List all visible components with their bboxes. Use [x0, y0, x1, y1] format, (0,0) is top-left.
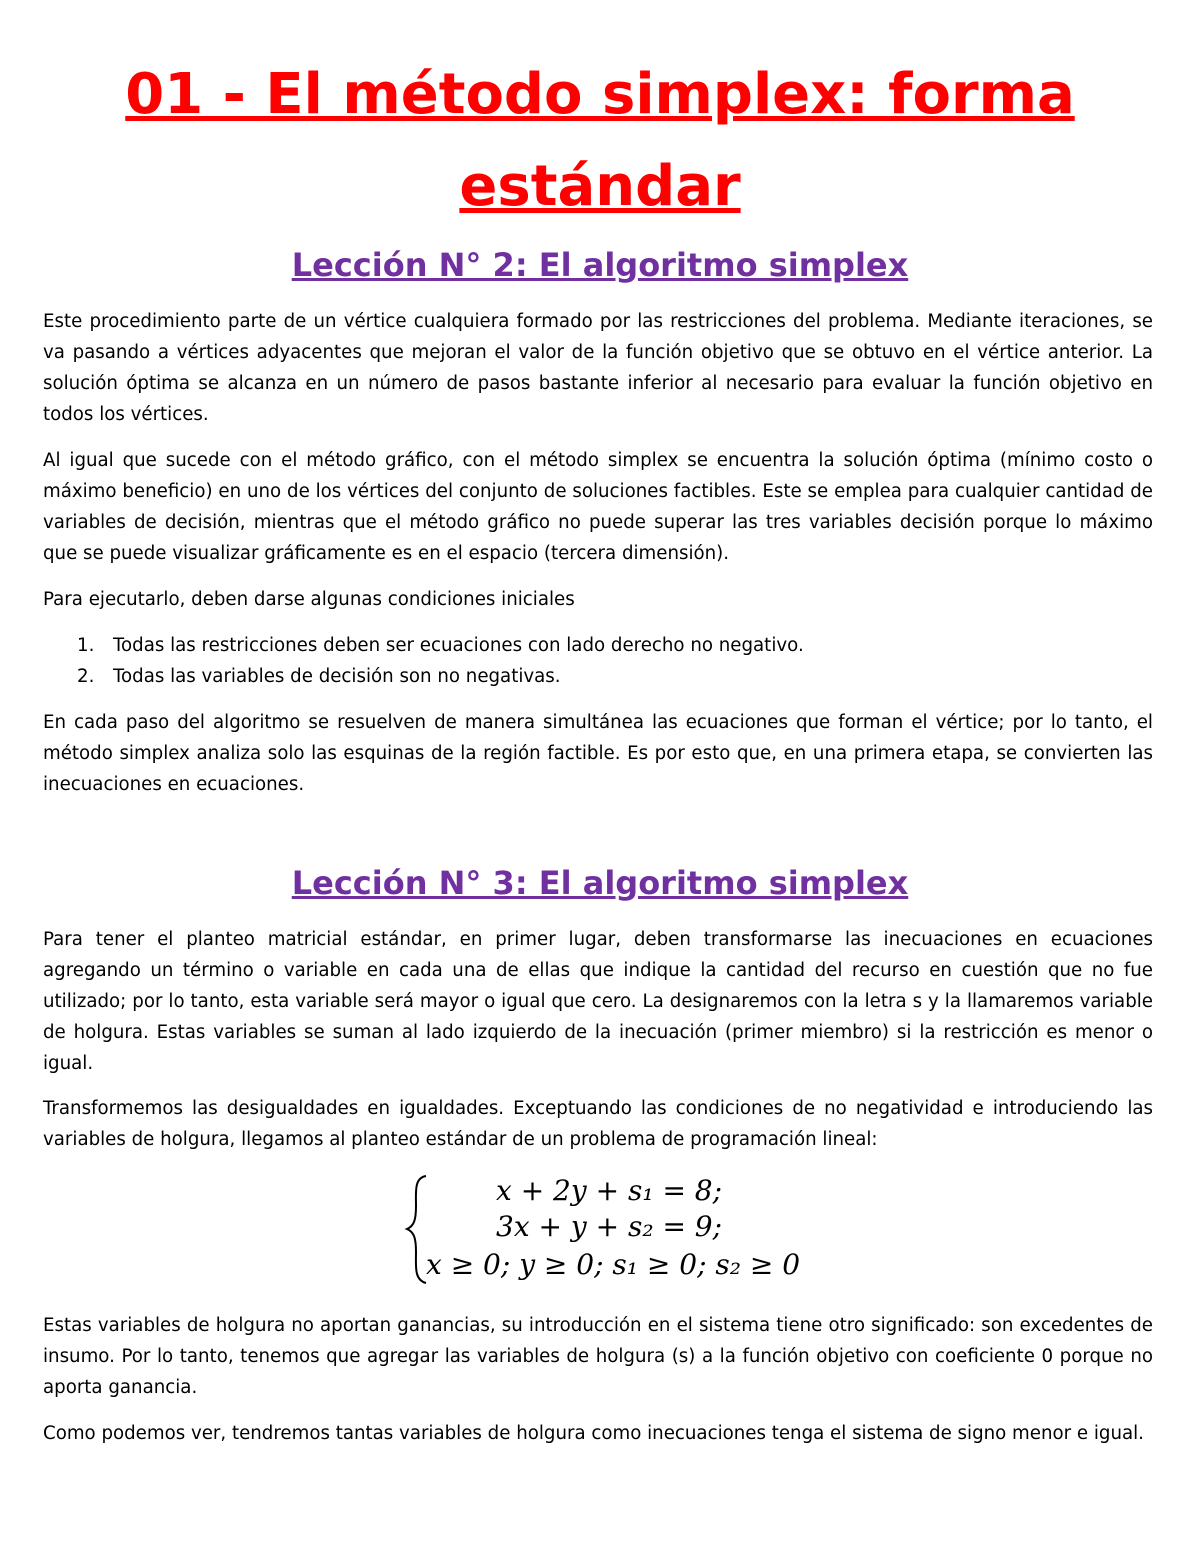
document-title-line-1: 01 - El método simplex: forma	[125, 62, 1075, 127]
list-item	[43, 661, 1153, 692]
lesson-3-paragraph-1: Para tener el planteo matricial estándar, en primer lugar, deben transformarse las inecuaciones en ecuaciones agregando un término o variable en cada una de ellas que indique la cantidad del recurso en cuestión que no fue utilizado; por lo tanto, esta variable será mayor o igual que cero. La designaremos con la letra s y la llamaremos variable de holgura. Estas variables se suman al lado izquierdo de la inecuación (primer miembro) si la restricción es menor o igual.	[43, 929, 1153, 1074]
equation-1: x + 2y + s₁ = 8;	[496, 1174, 723, 1207]
list-item-number: 1.	[77, 635, 95, 656]
list-item	[43, 630, 1153, 661]
lesson-3-paragraph-4: Como podemos ver, tendremos tantas variables de holgura como inecuaciones tenga el sistema de signo menor e igual.	[43, 1423, 1144, 1444]
lesson-2-paragraph-3: Para ejecutarlo, deben darse algunas condiciones iniciales	[43, 589, 575, 610]
lesson-2-paragraph-4: En cada paso del algoritmo se resuelven de manera simultánea las ecuaciones que forman el vértice; por lo tanto, el método simplex analiza solo las esquinas de la región factible. Es por esto que, en una primera etapa, se convierten las inecuaciones en ecuaciones.	[43, 712, 1153, 795]
initial-conditions-list	[43, 630, 1153, 692]
list-item-text: Todas las variables de decisión son no negativas.	[113, 666, 561, 687]
equation-2: 3x + y + s₂ = 9;	[496, 1210, 723, 1243]
lesson-2-paragraph-1: Este procedimiento parte de un vértice cualquiera formado por las restricciones del problema. Mediante iteraciones, se va pasando a vértices adyacentes que mejoran el valor de la función objetivo que se obtuvo en el vértice anterior. La solución óptima se alcanza en un número de pasos bastante inferior al necesario para evaluar la función objetivo en todos los vértices.	[43, 311, 1153, 425]
lesson-3-paragraph-3: Estas variables de holgura no aportan ganancias, su introducción en el sistema tiene otro significado: son excedentes de insumo. Por lo tanto, tenemos que agregar las variables de holgura (s) a la función objetivo con coeficiente 0 porque no aporta ganancia.	[43, 1315, 1153, 1398]
document-title-line-2: estándar	[459, 154, 741, 219]
standard-form-equation-system	[404, 1172, 804, 1287]
lesson-3-paragraph-2: Transformemos las desigualdades en igualdades. Exceptuando las condiciones de no negatividad e introduciendo las variables de holgura, llegamos al planteo estándar de un problema de programación lineal:	[43, 1098, 1153, 1150]
non-negativity-constraints: x ≥ 0; y ≥ 0; s₁ ≥ 0; s₂ ≥ 0	[426, 1248, 801, 1281]
lesson-2-heading: Lección N° 2: El algoritmo simplex	[291, 246, 909, 284]
list-item-number: 2.	[77, 666, 95, 687]
lesson-2-paragraph-2: Al igual que sucede con el método gráfico, con el método simplex se encuentra la solución óptima (mínimo costo o máximo beneficio) en uno de los vértices del conjunto de soluciones factibles. Este se emplea para cualquier cantidad de variables de decisión, mientras que el método gráfico no puede superar las tres variables decisión porque lo máximo que se puede visualizar gráficamente es en el espacio (tercera dimensión).	[43, 450, 1153, 564]
list-item-text: Todas las restricciones deben ser ecuaciones con lado derecho no negativo.	[113, 635, 804, 656]
lesson-3-heading: Lección N° 3: El algoritmo simplex	[291, 864, 909, 902]
